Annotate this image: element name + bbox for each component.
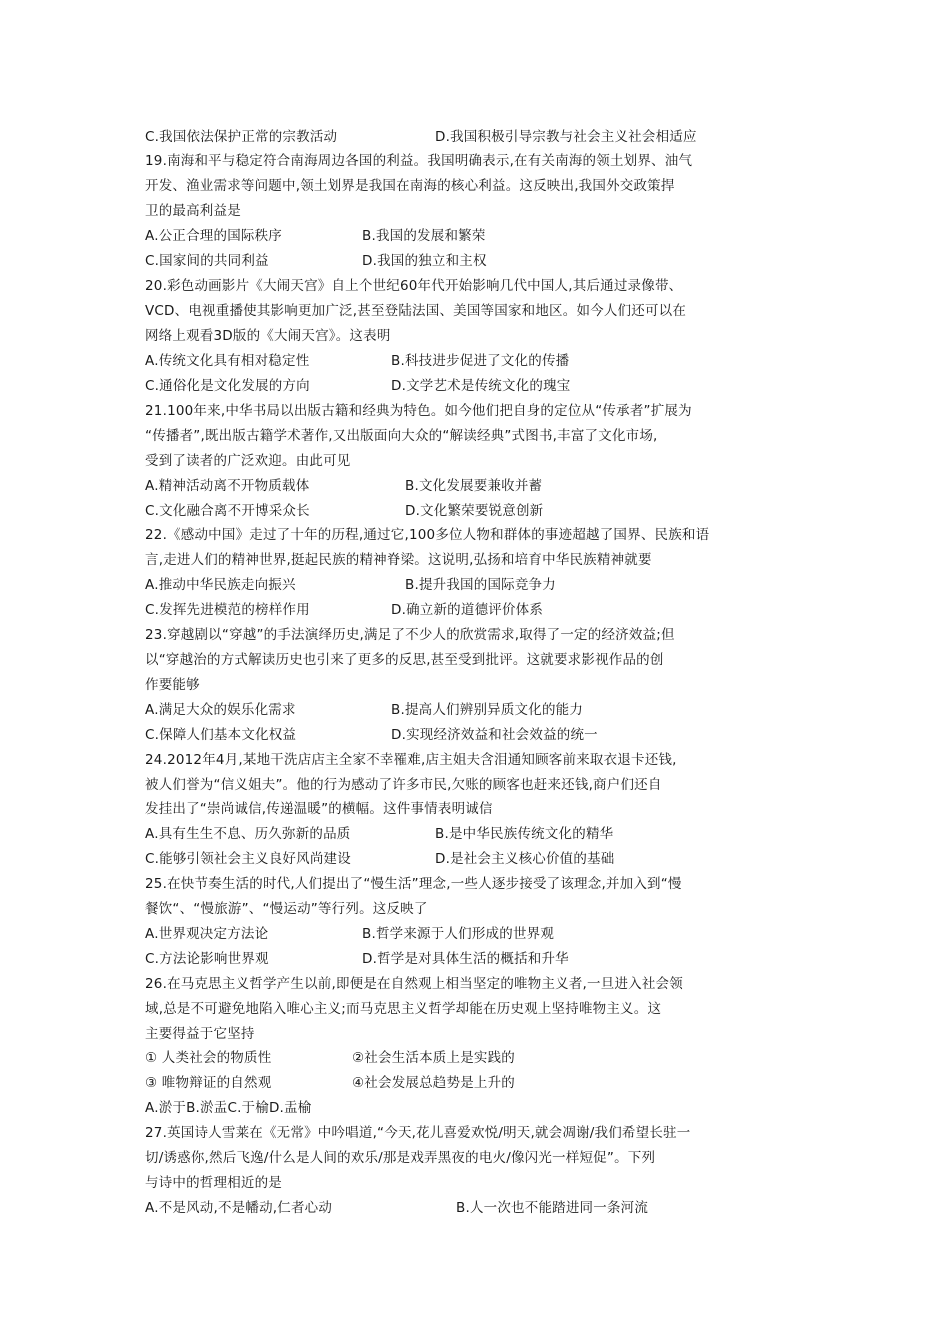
- q27-option-b: B.人一次也不能踏进同一条河流: [456, 1200, 649, 1216]
- q20-stem-line-1: 20.彩色动画影片《大闹天宫》自上个世纪60年代开始影响几代中国人,其后通过录像带、: [145, 278, 683, 294]
- q19-option-b: B.我国的发展和繁荣: [362, 228, 486, 244]
- q25-stem-line-2: 餐饮“、“慢旅游”、“慢运动”等行列。这反映了: [145, 901, 428, 917]
- q23-option-d: D.实现经济效益和社会效益的统一: [391, 727, 598, 743]
- q22-option-a: A.推动中华民族走向振兴: [145, 577, 296, 593]
- q22-option-b: B.提升我国的国际竞争力: [405, 577, 556, 593]
- q20-option-c: C.通俗化是文化发展的方向: [145, 378, 310, 394]
- q18-option-c: C.我国依法保护正常的宗教活动: [145, 129, 338, 145]
- q23-option-a: A.满足大众的娱乐化需求: [145, 702, 296, 718]
- q20-option-d: D.文学艺术是传统文化的瑰宝: [391, 378, 571, 394]
- q25-option-b: B.哲学来源于人们形成的世界观: [362, 926, 555, 942]
- q26-item-4: ④社会发展总趋势是上升的: [352, 1075, 516, 1091]
- q19-option-c: C.国家间的共同利益: [145, 253, 269, 269]
- q25-option-a: A.世界观决定方法论: [145, 926, 269, 942]
- q20-stem-line-2: VCD、电视重播使其影响更加广泛,甚至登陆法国、美国等国家和地区。如今人们还可以在: [145, 303, 687, 319]
- q20-option-a: A.传统文化具有相对稳定性: [145, 353, 310, 369]
- q22-stem-line-2: 言,走进人们的精神世界,挺起民族的精神脊梁。这说明,弘扬和培育中华民族精神就要: [145, 552, 652, 568]
- q22-option-c: C.发挥先进模范的榜样作用: [145, 602, 310, 618]
- q20-option-b: B.科技进步促进了文化的传播: [391, 353, 570, 369]
- q26-item-1: ① 人类社会的物质性: [145, 1050, 272, 1066]
- q21-stem-line-1: 21.100年来,中华书局以出版古籍和经典为特色。如今他们把自身的定位从“传承者”扩展为: [145, 403, 692, 419]
- q21-stem-line-3: 受到了读者的广泛欢迎。由此可见: [145, 453, 351, 469]
- q26-options: A.淤于B.淤盂C.于榆D.盂榆: [145, 1100, 312, 1116]
- q21-option-a: A.精神活动离不开物质载体: [145, 478, 310, 494]
- q20-stem-line-3: 网络上观看3D版的《大闹天宫》。这表明: [145, 328, 391, 344]
- q25-option-c: C.方法论影响世界观: [145, 951, 269, 967]
- q27-option-a: A.不是风动,不是幡动,仁者心动: [145, 1200, 333, 1216]
- q21-option-c: C.文化融合离不开博采众长: [145, 503, 310, 519]
- q19-option-a: A.公正合理的国际秩序: [145, 228, 282, 244]
- q23-stem-line-3: 作要能够: [145, 677, 200, 693]
- q23-stem-line-2: 以“穿越治的方式解读历史也引来了更多的反思,甚至受到批评。这就要求影视作品的创: [145, 652, 664, 668]
- q21-stem-line-2: “传播者”,既出版古籍学术著作,又出版面向大众的“解读经典”式图书,丰富了文化市场,: [145, 428, 658, 444]
- q24-option-d: D.是社会主义核心价值的基础: [435, 851, 615, 867]
- q23-option-c: C.保障人们基本文化权益: [145, 727, 297, 743]
- q22-option-d: D.确立新的道德评价体系: [391, 602, 544, 618]
- q19-stem-line-3: 卫的最高利益是: [145, 203, 241, 219]
- q19-stem-line-2: 开发、渔业需求等问题中,领土划界是我国在南海的核心利益。这反映出,我国外交政策捍: [145, 178, 675, 194]
- q23-stem-line-1: 23.穿越剧以“穿越”的手法演绎历史,满足了不少人的欣赏需求,取得了一定的经济效益;但: [145, 627, 675, 643]
- q22-stem-line-1: 22.《感动中国》走过了十年的历程,通过它,100多位人物和群体的事迹超越了国界、民族和语: [145, 527, 710, 543]
- q21-option-b: B.文化发展要兼收并蓄: [405, 478, 543, 494]
- q18-option-d: D.我国积极引导宗教与社会主义社会相适应: [435, 129, 697, 145]
- q24-option-b: B.是中华民族传统文化的精华: [435, 826, 614, 842]
- q21-option-d: D.文化繁荣要锐意创新: [405, 503, 544, 519]
- q27-stem-line-3: 与诗中的哲理相近的是: [145, 1175, 282, 1191]
- q24-stem-line-3: 发挂出了“崇尚诚信,传递温暖”的横幅。这件事情表明诚信: [145, 801, 493, 817]
- q26-item-3: ③ 唯物辩证的自然观: [145, 1075, 272, 1091]
- q25-stem-line-1: 25.在快节奏生活的时代,人们提出了“慢生活”理念,一些人逐步接受了该理念,并加入到“慢: [145, 876, 682, 892]
- q24-stem-line-2: 被人们誉为“信义姐夫”。他的行为感动了许多市民,欠账的顾客也赶来还钱,商户们还自: [145, 777, 662, 793]
- q26-stem-line-3: 主要得益于它坚持: [145, 1026, 255, 1042]
- q24-option-a: A.具有生生不息、历久弥新的品质: [145, 826, 351, 842]
- q26-item-2: ②社会生活本质上是实践的: [352, 1050, 516, 1066]
- q24-stem-line-1: 24.2012年4月,某地干洗店店主全家不幸罹难,店主姐夫含泪通知顾客前来取衣退卡还钱,: [145, 752, 677, 768]
- q25-option-d: D.哲学是对具体生活的概括和升华: [362, 951, 569, 967]
- q27-stem-line-2: 切/诱惑你,然后飞逸/什么是人间的欢乐/那是戏弄黑夜的电火/像闪光一样短促”。下列: [145, 1150, 656, 1166]
- q19-option-d: D.我国的独立和主权: [362, 253, 487, 269]
- q27-stem-line-1: 27.英国诗人雪莱在《无常》中吟唱道,“今天,花儿喜爱欢悦/明天,就会凋谢/我们希望长驻一: [145, 1125, 691, 1141]
- q24-option-c: C.能够引领社会主义良好风尚建设: [145, 851, 351, 867]
- q23-option-b: B.提高人们辨别异质文化的能力: [391, 702, 584, 718]
- q19-stem-line-1: 19.南海和平与稳定符合南海周边各国的利益。我国明确表示,在有关南海的领土划界、油气: [145, 153, 693, 169]
- q26-stem-line-2: 域,总是不可避免地陷入唯心主义;而马克思主义哲学却能在历史观上坚持唯物主义。这: [145, 1001, 662, 1017]
- q26-stem-line-1: 26.在马克思主义哲学产生以前,即便是在自然观上相当坚定的唯物主义者,一旦进入社会领: [145, 976, 683, 992]
